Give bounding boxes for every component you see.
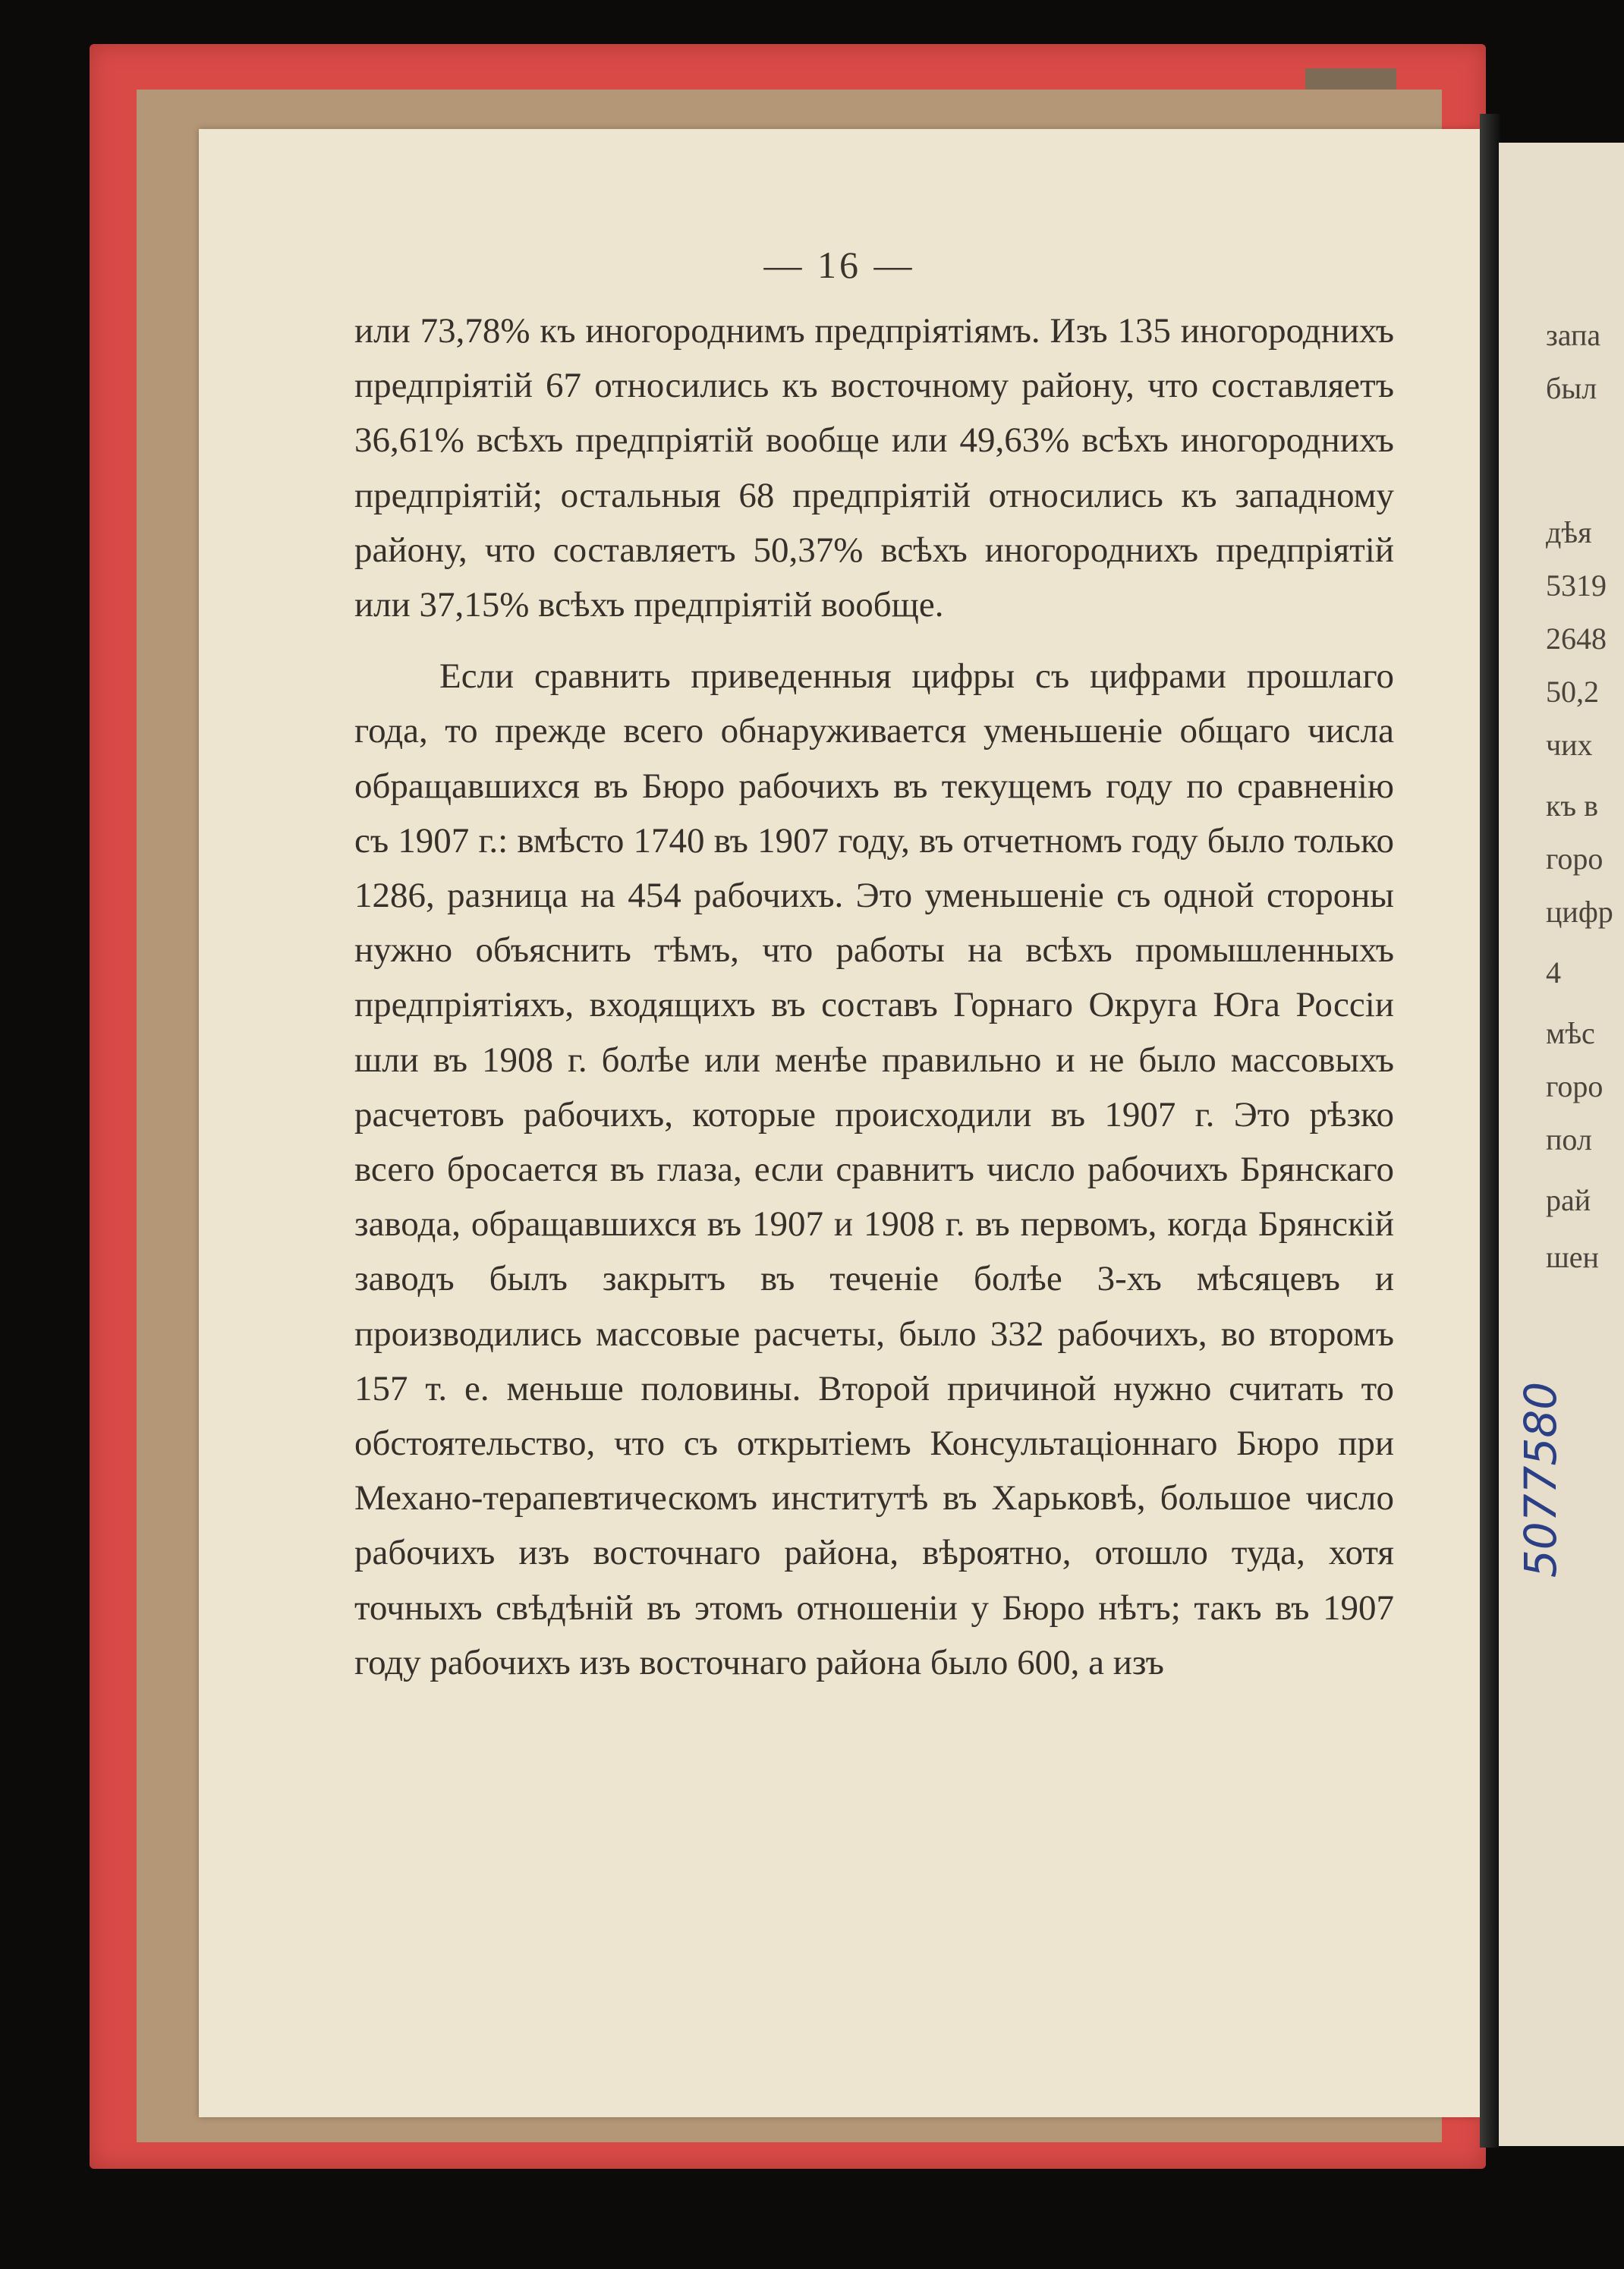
next-page-fragment: къ в	[1546, 788, 1599, 823]
next-page-fragment: дѣя	[1546, 515, 1592, 549]
next-page-fragment: чих	[1546, 728, 1593, 762]
book-gutter	[1480, 114, 1501, 2148]
next-page-fragment: 50,2	[1546, 675, 1599, 709]
next-page-fragment: 2648	[1546, 622, 1607, 656]
next-page-fragment: пол	[1546, 1122, 1592, 1157]
next-page-fragment: был	[1546, 371, 1597, 405]
next-page-edge	[1499, 143, 1624, 2146]
page-text	[354, 304, 1394, 1690]
paragraph-1: или 73,78% къ иногороднимъ предпріятіямъ. Изъ 135 иногороднихъ предпріятій 67 относились къ восточному району, что составляетъ 36,61% всѣхъ предпріятій вообще или 49,63% всѣхъ иногороднихъ предпріятій; остальныя 68 предпріятій относились къ западному району, что составляетъ 50,37% всѣхъ иногороднихъ предпріятій или 37,15% всѣхъ предпріятій вообще.	[354, 311, 1394, 625]
next-page-fragment: цифр	[1546, 895, 1613, 929]
page-number: — 16 —	[763, 244, 915, 286]
paragraph-2: Если сравнить приведенныя цифры съ цифрами прошлаго года, то прежде всего обнаруживается уменьшеніе общаго числа обращавшихся въ Бюро рабочихъ въ текущемъ году по сравненію съ 1907 г.: вмѣсто 1740 въ 1907 году, въ отчетномъ году было только 1286, разница на 454 рабочихъ. Это уменьшеніе съ одной стороны нужно объяснить тѣмъ, что работы на всѣхъ промышленныхъ предпріятіяхъ, входящихъ въ составъ Горнаго Округа Юга Россіи шли въ 1908 г. болѣе или менѣе правильно и не было массовыхъ расчетовъ рабочихъ, которые происходили въ 1907 г. Это рѣзко всего бросается въ глаза, если сравнитъ число рабочихъ Брянскаго завода, обращавшихся въ 1907 и 1908 г. въ первомъ, когда Брянскій заводъ былъ закрытъ въ теченіе болѣе 3-хъ мѣсяцевъ и производились массовые расчеты, было 332 рабочихъ, во второмъ 157 т. е. меньше половины. Второй причиной нужно считать то обстоятельство, что съ открытіемъ Консультаціоннаго Бюро при Механо-терапевтическомъ институтѣ въ Харьковѣ, большое число рабочихъ изъ восточнаго района, вѣроятно, отошло туда, хотя точныхъ свѣдѣній въ этомъ отношеніи у Бюро нѣтъ; такъ въ 1907 году рабочихъ изъ восточнаго района было 600, а изъ	[354, 656, 1394, 1682]
library-stamp: 5077580	[1515, 1381, 1566, 1578]
book-page	[199, 129, 1480, 2117]
next-page-fragment: шен	[1546, 1240, 1599, 1274]
next-page-fragment: горо	[1546, 842, 1604, 876]
next-page-fragment: рай	[1546, 1183, 1591, 1217]
next-page-fragment: 4	[1546, 955, 1561, 990]
next-page-fragment: горо	[1546, 1069, 1604, 1103]
next-page-fragment: мѣс	[1546, 1016, 1595, 1050]
next-page-fragment: 5319	[1546, 568, 1607, 603]
next-page-fragment: запа	[1546, 318, 1601, 352]
